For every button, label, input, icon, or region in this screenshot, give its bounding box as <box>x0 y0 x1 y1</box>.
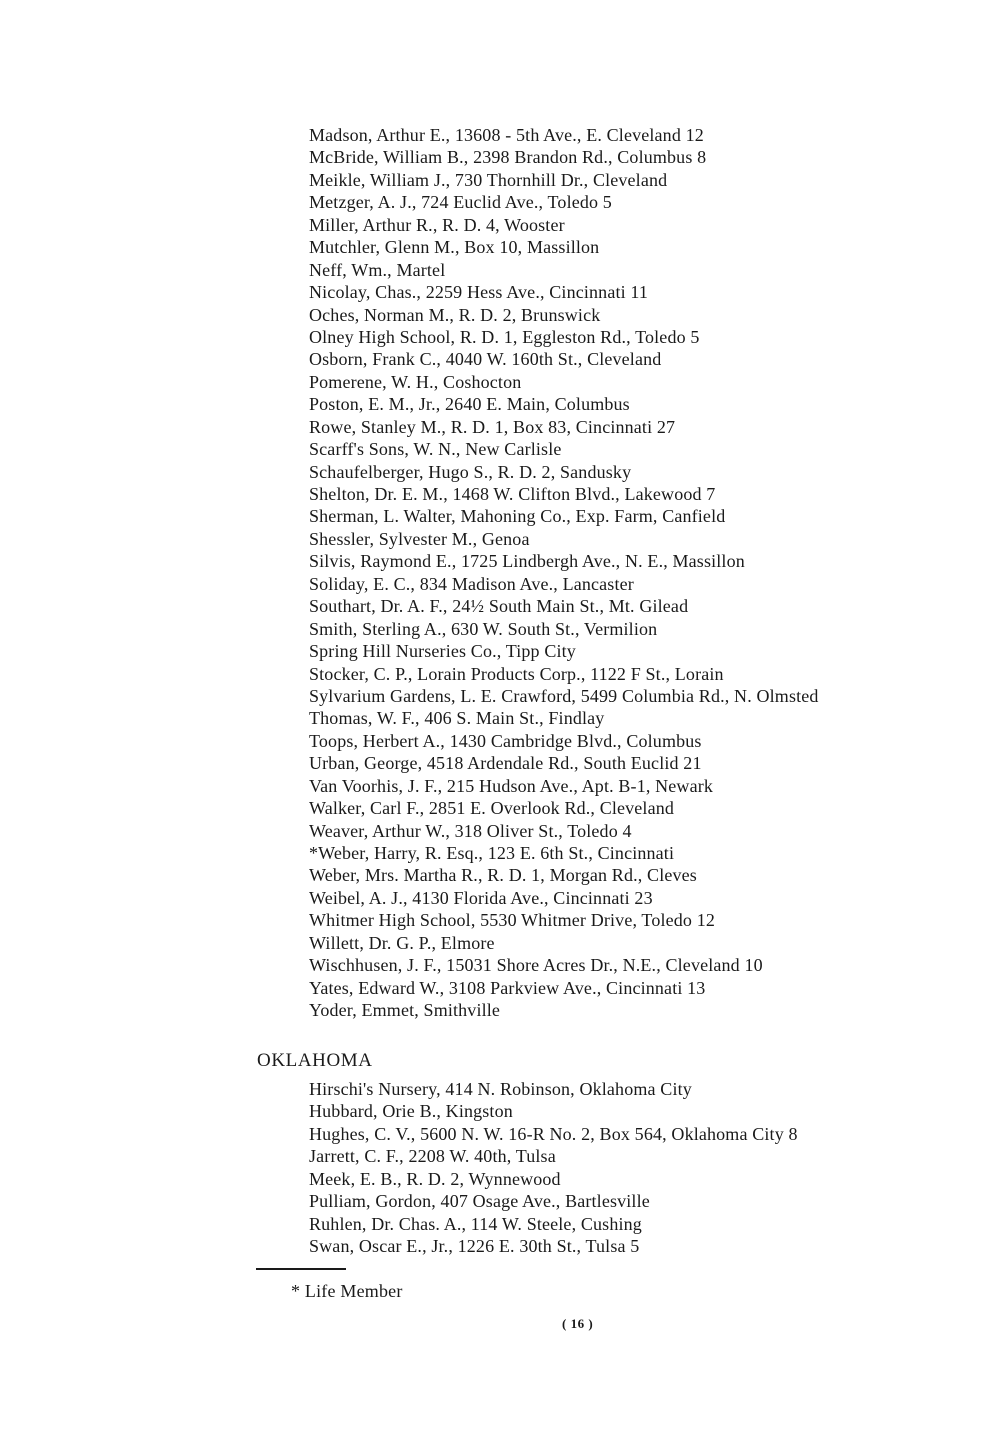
list-item: Osborn, Frank C., 4040 W. 160th St., Cleveland <box>309 349 662 370</box>
list-item: Toops, Herbert A., 1430 Cambridge Blvd., Columbus <box>309 730 702 751</box>
list-item: Oches, Norman M., R. D. 2, Brunswick <box>309 304 601 325</box>
list-item: Meikle, William J., 730 Thornhill Dr., Cleveland <box>309 169 668 190</box>
list-item: Smith, Sterling A., 630 W. South St., Vermilion <box>309 618 658 639</box>
list-item: McBride, William B., 2398 Brandon Rd., Columbus 8 <box>309 147 707 168</box>
list-item: Rowe, Stanley M., R. D. 1, Box 83, Cincinnati 27 <box>309 416 676 437</box>
list-item: Hubbard, Orie B., Kingston <box>309 1101 513 1122</box>
list-item: Sherman, L. Walter, Mahoning Co., Exp. Farm, Canfield <box>309 506 726 527</box>
list-item: Whitmer High School, 5530 Whitmer Drive, Toledo 12 <box>309 910 716 931</box>
list-item: Sylvarium Gardens, L. E. Crawford, 5499 Columbia Rd., N. Olmsted <box>309 685 819 706</box>
oklahoma-member-list <box>309 1078 798 1258</box>
list-item: Weibel, A. J., 4130 Florida Ave., Cincinnati 23 <box>309 887 653 908</box>
list-item: Urban, George, 4518 Ardendale Rd., South Euclid 21 <box>309 753 702 774</box>
list-item: Southart, Dr. A. F., 24½ South Main St., Mt. Gilead <box>309 596 689 617</box>
list-item: Weber, Mrs. Martha R., R. D. 1, Morgan Rd., Cleves <box>309 865 697 886</box>
list-item: Silvis, Raymond E., 1725 Lindbergh Ave., N. E., Massillon <box>309 551 745 572</box>
list-item: Yoder, Emmet, Smithville <box>309 1000 501 1021</box>
list-item: Walker, Carl F., 2851 E. Overlook Rd., Cleveland <box>309 798 675 819</box>
section-heading-oklahoma: OKLAHOMA <box>257 1050 373 1071</box>
list-item: Spring Hill Nurseries Co., Tipp City <box>309 641 576 662</box>
list-item: Wischhusen, J. F., 15031 Shore Acres Dr., N.E., Cleveland 10 <box>309 955 763 976</box>
list-item: Pulliam, Gordon, 407 Osage Ave., Bartlesville <box>309 1191 650 1212</box>
list-item: Thomas, W. F., 406 S. Main St., Findlay <box>309 708 605 729</box>
list-item: Miller, Arthur R., R. D. 4, Wooster <box>309 214 565 235</box>
list-item: Mutchler, Glenn M., Box 10, Massillon <box>309 237 600 258</box>
list-item: Shessler, Sylvester M., Genoa <box>309 528 530 549</box>
list-item: Willett, Dr. G. P., Elmore <box>309 932 495 953</box>
list-item: Ruhlen, Dr. Chas. A., 114 W. Steele, Cushing <box>309 1213 642 1234</box>
list-item: Pomerene, W. H., Coshocton <box>309 371 522 392</box>
list-item: Olney High School, R. D. 1, Eggleston Rd., Toledo 5 <box>309 326 700 347</box>
list-item: Stocker, C. P., Lorain Products Corp., 1122 F St., Lorain <box>309 663 724 684</box>
list-item: Hughes, C. V., 5600 N. W. 16-R No. 2, Box 564, Oklahoma City 8 <box>309 1123 798 1144</box>
list-item: Nicolay, Chas., 2259 Hess Ave., Cincinnati 11 <box>309 282 649 303</box>
list-item: Swan, Oscar E., Jr., 1226 E. 30th St., Tulsa 5 <box>309 1236 640 1257</box>
list-item: Metzger, A. J., 724 Euclid Ave., Toledo 5 <box>309 192 612 213</box>
list-item: Weaver, Arthur W., 318 Oliver St., Toledo 4 <box>309 820 632 841</box>
list-item: Scarff's Sons, W. N., New Carlisle <box>309 439 562 460</box>
footnote-divider <box>256 1268 346 1270</box>
list-item: Van Voorhis, J. F., 215 Hudson Ave., Apt. B-1, Newark <box>309 775 714 796</box>
list-item: Madson, Arthur E., 13608 - 5th Ave., E. Cleveland 12 <box>309 125 704 145</box>
page-number: ( 16 ) <box>562 1316 594 1331</box>
list-item: Neff, Wm., Martel <box>309 259 446 280</box>
list-item: Poston, E. M., Jr., 2640 E. Main, Columbus <box>309 394 630 415</box>
list-item: Yates, Edward W., 3108 Parkview Ave., Cincinnati 13 <box>309 977 706 998</box>
ohio-member-list <box>309 124 819 1022</box>
list-item: Meek, E. B., R. D. 2, Wynnewood <box>309 1168 561 1189</box>
list-item: Shelton, Dr. E. M., 1468 W. Clifton Blvd., Lakewood 7 <box>309 484 716 504</box>
list-item: Soliday, E. C., 834 Madison Ave., Lancaster <box>309 573 634 594</box>
list-item: Schaufelberger, Hugo S., R. D. 2, Sandusky <box>309 461 632 482</box>
list-item: Hirschi's Nursery, 414 N. Robinson, Oklahoma City <box>309 1079 692 1099</box>
list-item: *Weber, Harry, R. Esq., 123 E. 6th St., Cincinnati <box>309 843 675 863</box>
footnote: * Life Member <box>291 1281 403 1301</box>
list-item: Jarrett, C. F., 2208 W. 40th, Tulsa <box>309 1146 556 1167</box>
